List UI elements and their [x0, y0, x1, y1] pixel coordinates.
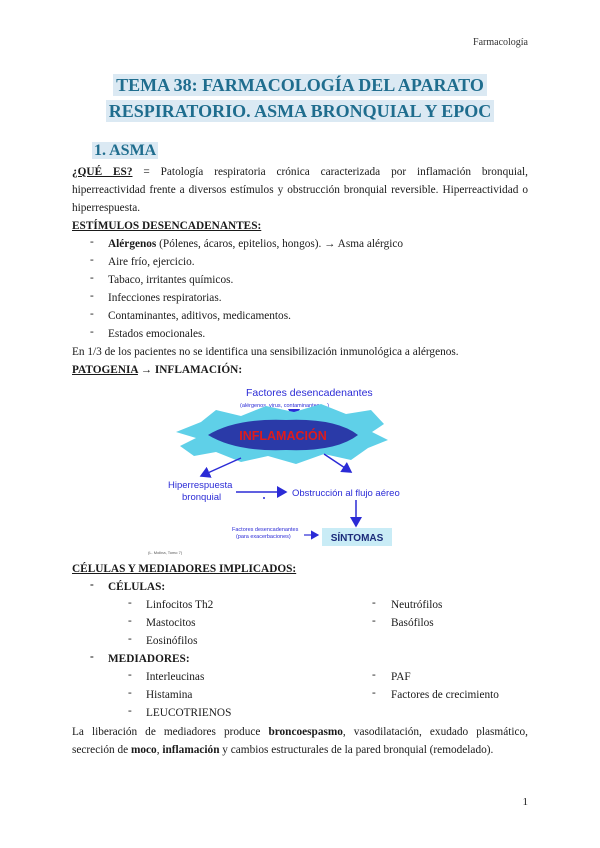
diagram-inflamacion: INFLAMACIÓN: [239, 429, 327, 443]
celula-item: Neutrófilos: [391, 599, 443, 611]
bullet-dash: -: [372, 687, 376, 699]
page-title: [0, 74, 600, 126]
inflammation-diagram: [146, 380, 408, 558]
estimulo-item: Aire frío, ejercicio.: [108, 256, 195, 268]
final-text: ,: [156, 744, 163, 756]
bullet-dash: -: [90, 326, 94, 338]
mediador-item: PAF: [391, 671, 411, 683]
que-es-text-1: = Patología respiratoria crónica caracterizada por inflamación bronquial,: [132, 166, 528, 178]
estimulo-item: Infecciones respiratorias.: [108, 292, 222, 304]
bullet-dash: -: [90, 651, 94, 663]
patogenia-label: PATOGENIA: [72, 364, 138, 376]
final-text: secreción de: [72, 744, 131, 756]
diagram-sintomas: SÍNTOMAS: [330, 533, 384, 544]
estimulo-item: Contaminantes, aditivos, medicamentos.: [108, 310, 291, 322]
mediadores-label: MEDIADORES:: [108, 653, 190, 665]
page-number: 1: [522, 796, 528, 808]
que-es-label: ¿QUÉ ES?: [72, 166, 133, 178]
estimulo-item: Tabaco, irritantes químicos.: [108, 274, 234, 286]
section-heading-asma: [92, 142, 158, 160]
final-line-1: [72, 723, 528, 741]
celula-item: Mastocitos: [146, 617, 196, 629]
que-es-line-1: [72, 163, 528, 181]
final-text: y cambios estructurales de la pared bronquial (remodelado).: [219, 744, 494, 756]
final-text: , vasodilatación, exudado plasmático,: [342, 726, 528, 738]
patogenia-rest: → INFLAMACIÓN:: [137, 364, 243, 376]
bullet-dash: -: [128, 669, 132, 681]
running-header: Farmacología: [473, 37, 528, 48]
celulas-label: CÉLULAS:: [108, 581, 166, 593]
bullet-dash: -: [90, 290, 94, 302]
patogenia-heading: [72, 361, 242, 379]
bullet-dash: -: [90, 236, 94, 248]
celulas-heading: CÉLULAS Y MEDIADORES IMPLICADOS:: [72, 563, 297, 575]
bullet-dash: -: [90, 272, 94, 284]
title-line-1: TEMA 38: FARMACOLOGÍA DEL APARATO: [113, 74, 487, 96]
mediador-item: Factores de crecimiento: [391, 689, 499, 701]
bullet-dash: -: [372, 597, 376, 609]
diagram-credit: (L. Molina, Tomo 7): [148, 550, 183, 555]
estimulo-bold: Alérgenos: [108, 238, 157, 250]
final-text: La liberación de mediadores produce: [72, 726, 269, 738]
diagram-fd-1: Factores desencadenantes: [232, 527, 299, 533]
diagram-hiper-1: Hiperrespuesta: [168, 480, 233, 491]
title-line-2: RESPIRATORIO. ASMA BRONQUIAL Y EPOC: [106, 100, 495, 122]
que-es-line-2: hiperreactividad frente a diversos estímulos y obstrucción bronquial reversible. Hiperreactividad o: [72, 184, 528, 196]
bullet-dash: -: [128, 687, 132, 699]
section-heading-text: 1. ASMA: [94, 142, 157, 159]
arrow-to-hiper: [201, 458, 241, 476]
bullet-dash: -: [128, 705, 132, 717]
diagram-factores: Factores desencadenantes: [246, 387, 373, 399]
bullet-dash: -: [128, 633, 132, 645]
estimulos-note: En 1/3 de los pacientes no se identifica una sensibilización inmunológica a alérgenos.: [72, 346, 459, 358]
final-bold: broncoespasmo: [268, 726, 343, 738]
celula-item: Basófilos: [391, 617, 434, 629]
bullet-dash: -: [372, 615, 376, 627]
diagram-fd-2: (para exacerbaciones): [236, 534, 291, 540]
final-bold: moco: [130, 744, 157, 756]
bullet-dash: -: [90, 308, 94, 320]
que-es-line-3: hiperrespuesta.: [72, 202, 141, 214]
bullet-dash: -: [128, 597, 132, 609]
bullet-dash: -: [372, 669, 376, 681]
estimulos-heading: ESTÍMULOS DESENCADENANTES:: [72, 220, 262, 232]
mediador-item: Interleucinas: [146, 671, 205, 683]
diagram-hiper-2: bronquial: [182, 492, 222, 503]
bullet-dash: -: [128, 615, 132, 627]
final-bold: inflamación: [162, 744, 220, 756]
final-line-2: [72, 741, 493, 759]
diagram-svg: [146, 380, 408, 558]
diagram-dot: [263, 497, 265, 499]
diagram-obstruccion: Obstrucción al flujo aéreo: [292, 488, 400, 499]
estimulo-item: Estados emocionales.: [108, 328, 206, 340]
bullet-dash: -: [90, 579, 94, 591]
celula-item: Linfocitos Th2: [146, 599, 214, 611]
diagram-factores-sub: (alérgenos, virus, contaminantes, ...): [240, 403, 329, 409]
mediador-item: Histamina: [146, 689, 193, 701]
estimulo-item: [108, 235, 403, 253]
estimulo-text: (Pólenes, ácaros, epitelios, hongos). → Asma alérgico: [156, 238, 404, 250]
celula-item: Eosinófilos: [146, 635, 198, 647]
mediador-item: LEUCOTRIENOS: [146, 707, 232, 719]
bullet-dash: -: [90, 254, 94, 266]
